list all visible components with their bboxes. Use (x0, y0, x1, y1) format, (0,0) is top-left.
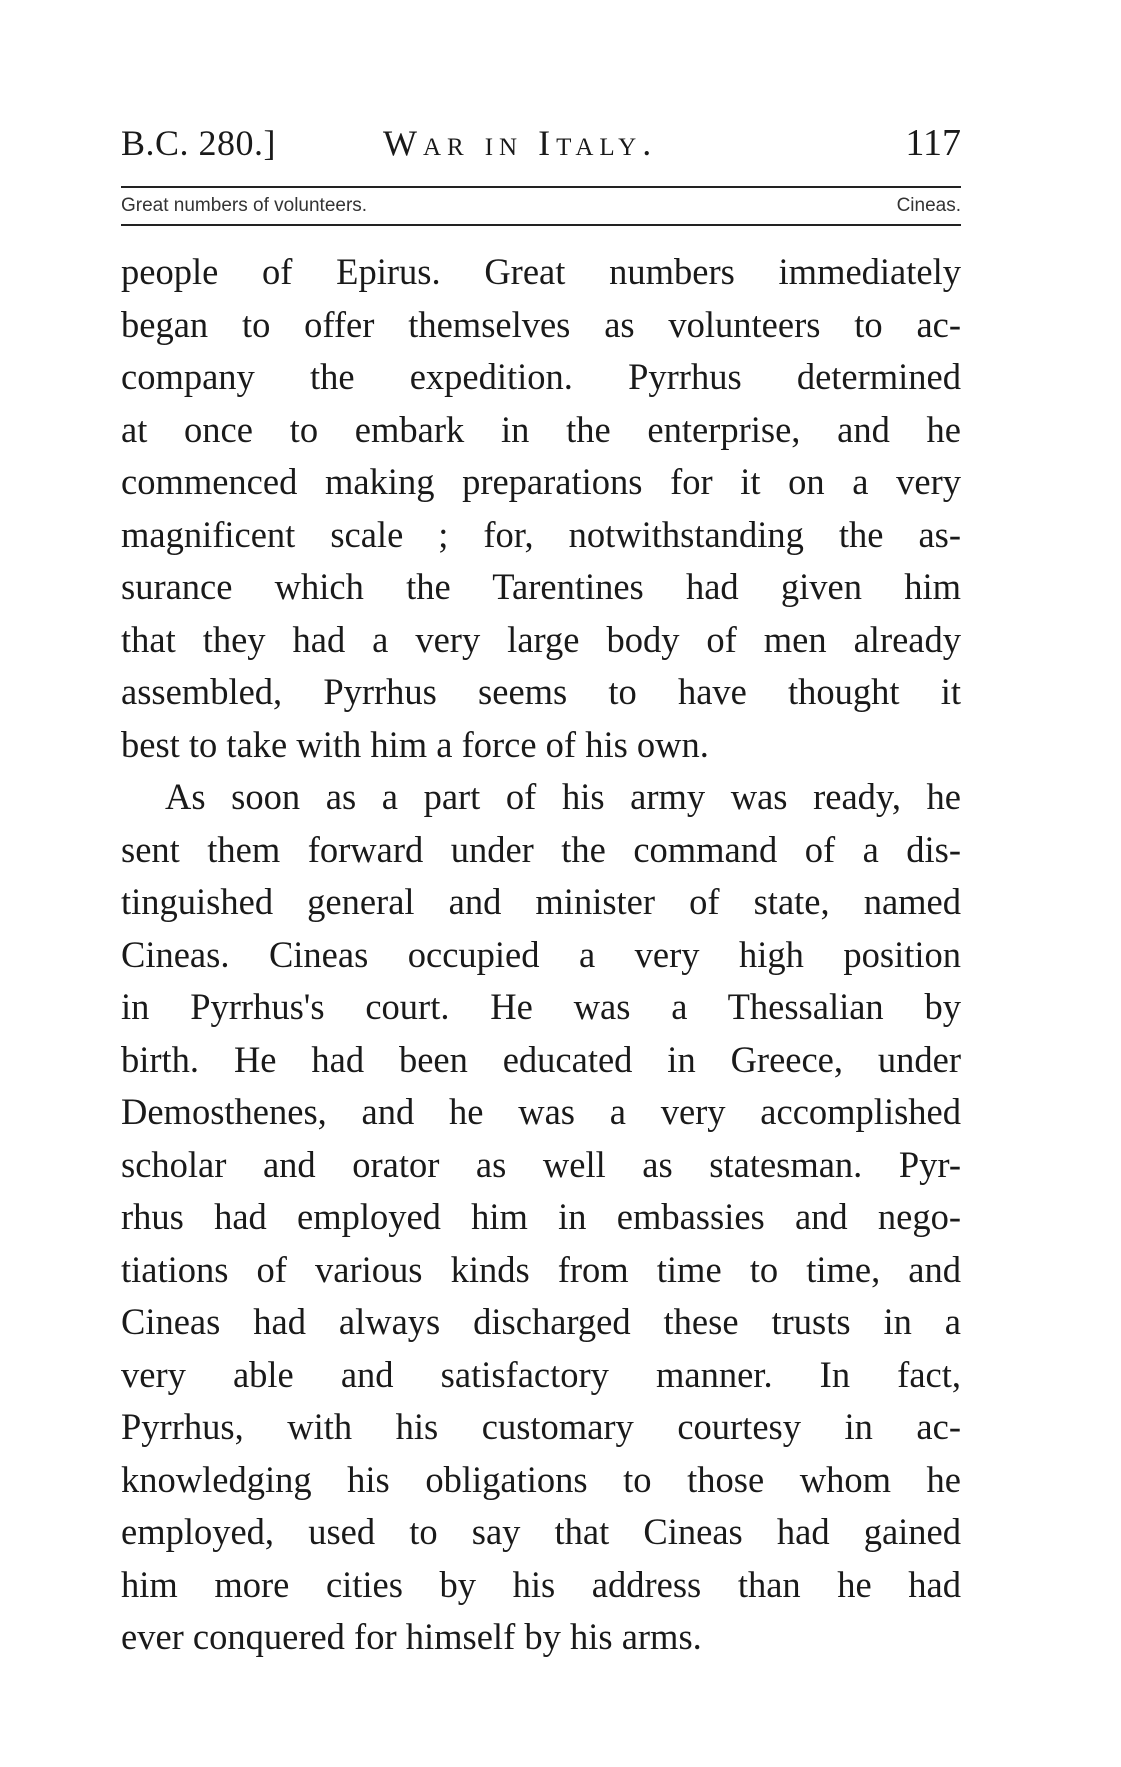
text-line: tinguished general and minister of state, named (121, 881, 961, 922)
text-line: magnificent scale ; for, notwithstanding the as- (121, 513, 961, 555)
text-line: tiations of various kinds from time to time, and (121, 1248, 961, 1290)
text-line: company the expedition. Pyrrhus determined (121, 356, 961, 397)
text-line: As soon as a part of his army was ready, he (165, 776, 961, 817)
text-line: knowledging his obligations to those whom he (121, 1458, 961, 1500)
marginal-subheading (121, 188, 961, 224)
text-line: scholar and orator as well as statesman. Pyr- (121, 1143, 961, 1185)
text-line: people of Epirus. Great numbers immediately (121, 251, 961, 292)
text-line: Cineas had always discharged these trusts in a (121, 1301, 961, 1342)
date-reference: B.C. 280.] (121, 123, 277, 163)
book-page (121, 118, 961, 1664)
text-line: Pyrrhus, with his customary courtesy in ac- (121, 1406, 961, 1447)
text-line: rhus had employed him in embassies and nego- (121, 1196, 961, 1237)
text-line: in Pyrrhus's court. He was a Thessalian by (121, 986, 961, 1027)
text-line: Cineas. Cineas occupied a very high position (121, 933, 961, 975)
text-line: assembled, Pyrrhus seems to have thought it (121, 671, 961, 712)
subheading-right: Cineas. (896, 195, 961, 216)
text-line: ever conquered for himself by his arms. (121, 1616, 702, 1657)
text-line: sent them forward under the command of a dis- (121, 828, 961, 870)
text-line: Demosthenes, and he was a very accomplished (121, 1091, 961, 1132)
page-number: 117 (905, 122, 961, 164)
body-text (121, 246, 961, 1664)
running-head (121, 118, 961, 168)
text-line: him more cities by his address than he had (121, 1563, 961, 1605)
text-line: that they had a very large body of men already (121, 618, 961, 660)
text-line: commenced making preparations for it on a very (121, 461, 961, 502)
text-line: began to offer themselves as volunteers to ac- (121, 303, 961, 345)
chapter-title: War in Italy. (383, 123, 658, 163)
text-line: surance which the Tarentines had given him (121, 566, 961, 607)
text-line: at once to embark in the enterprise, and he (121, 408, 961, 450)
text-line: birth. He had been educated in Greece, under (121, 1038, 961, 1080)
text-line: best to take with him a force of his own. (121, 723, 709, 765)
subheading-left: Great numbers of volunteers. (121, 195, 368, 216)
header-rule-bottom (121, 224, 961, 226)
text-line: employed, used to say that Cineas had gained (121, 1511, 961, 1552)
text-line: very able and satisfactory manner. In fact, (121, 1353, 961, 1395)
